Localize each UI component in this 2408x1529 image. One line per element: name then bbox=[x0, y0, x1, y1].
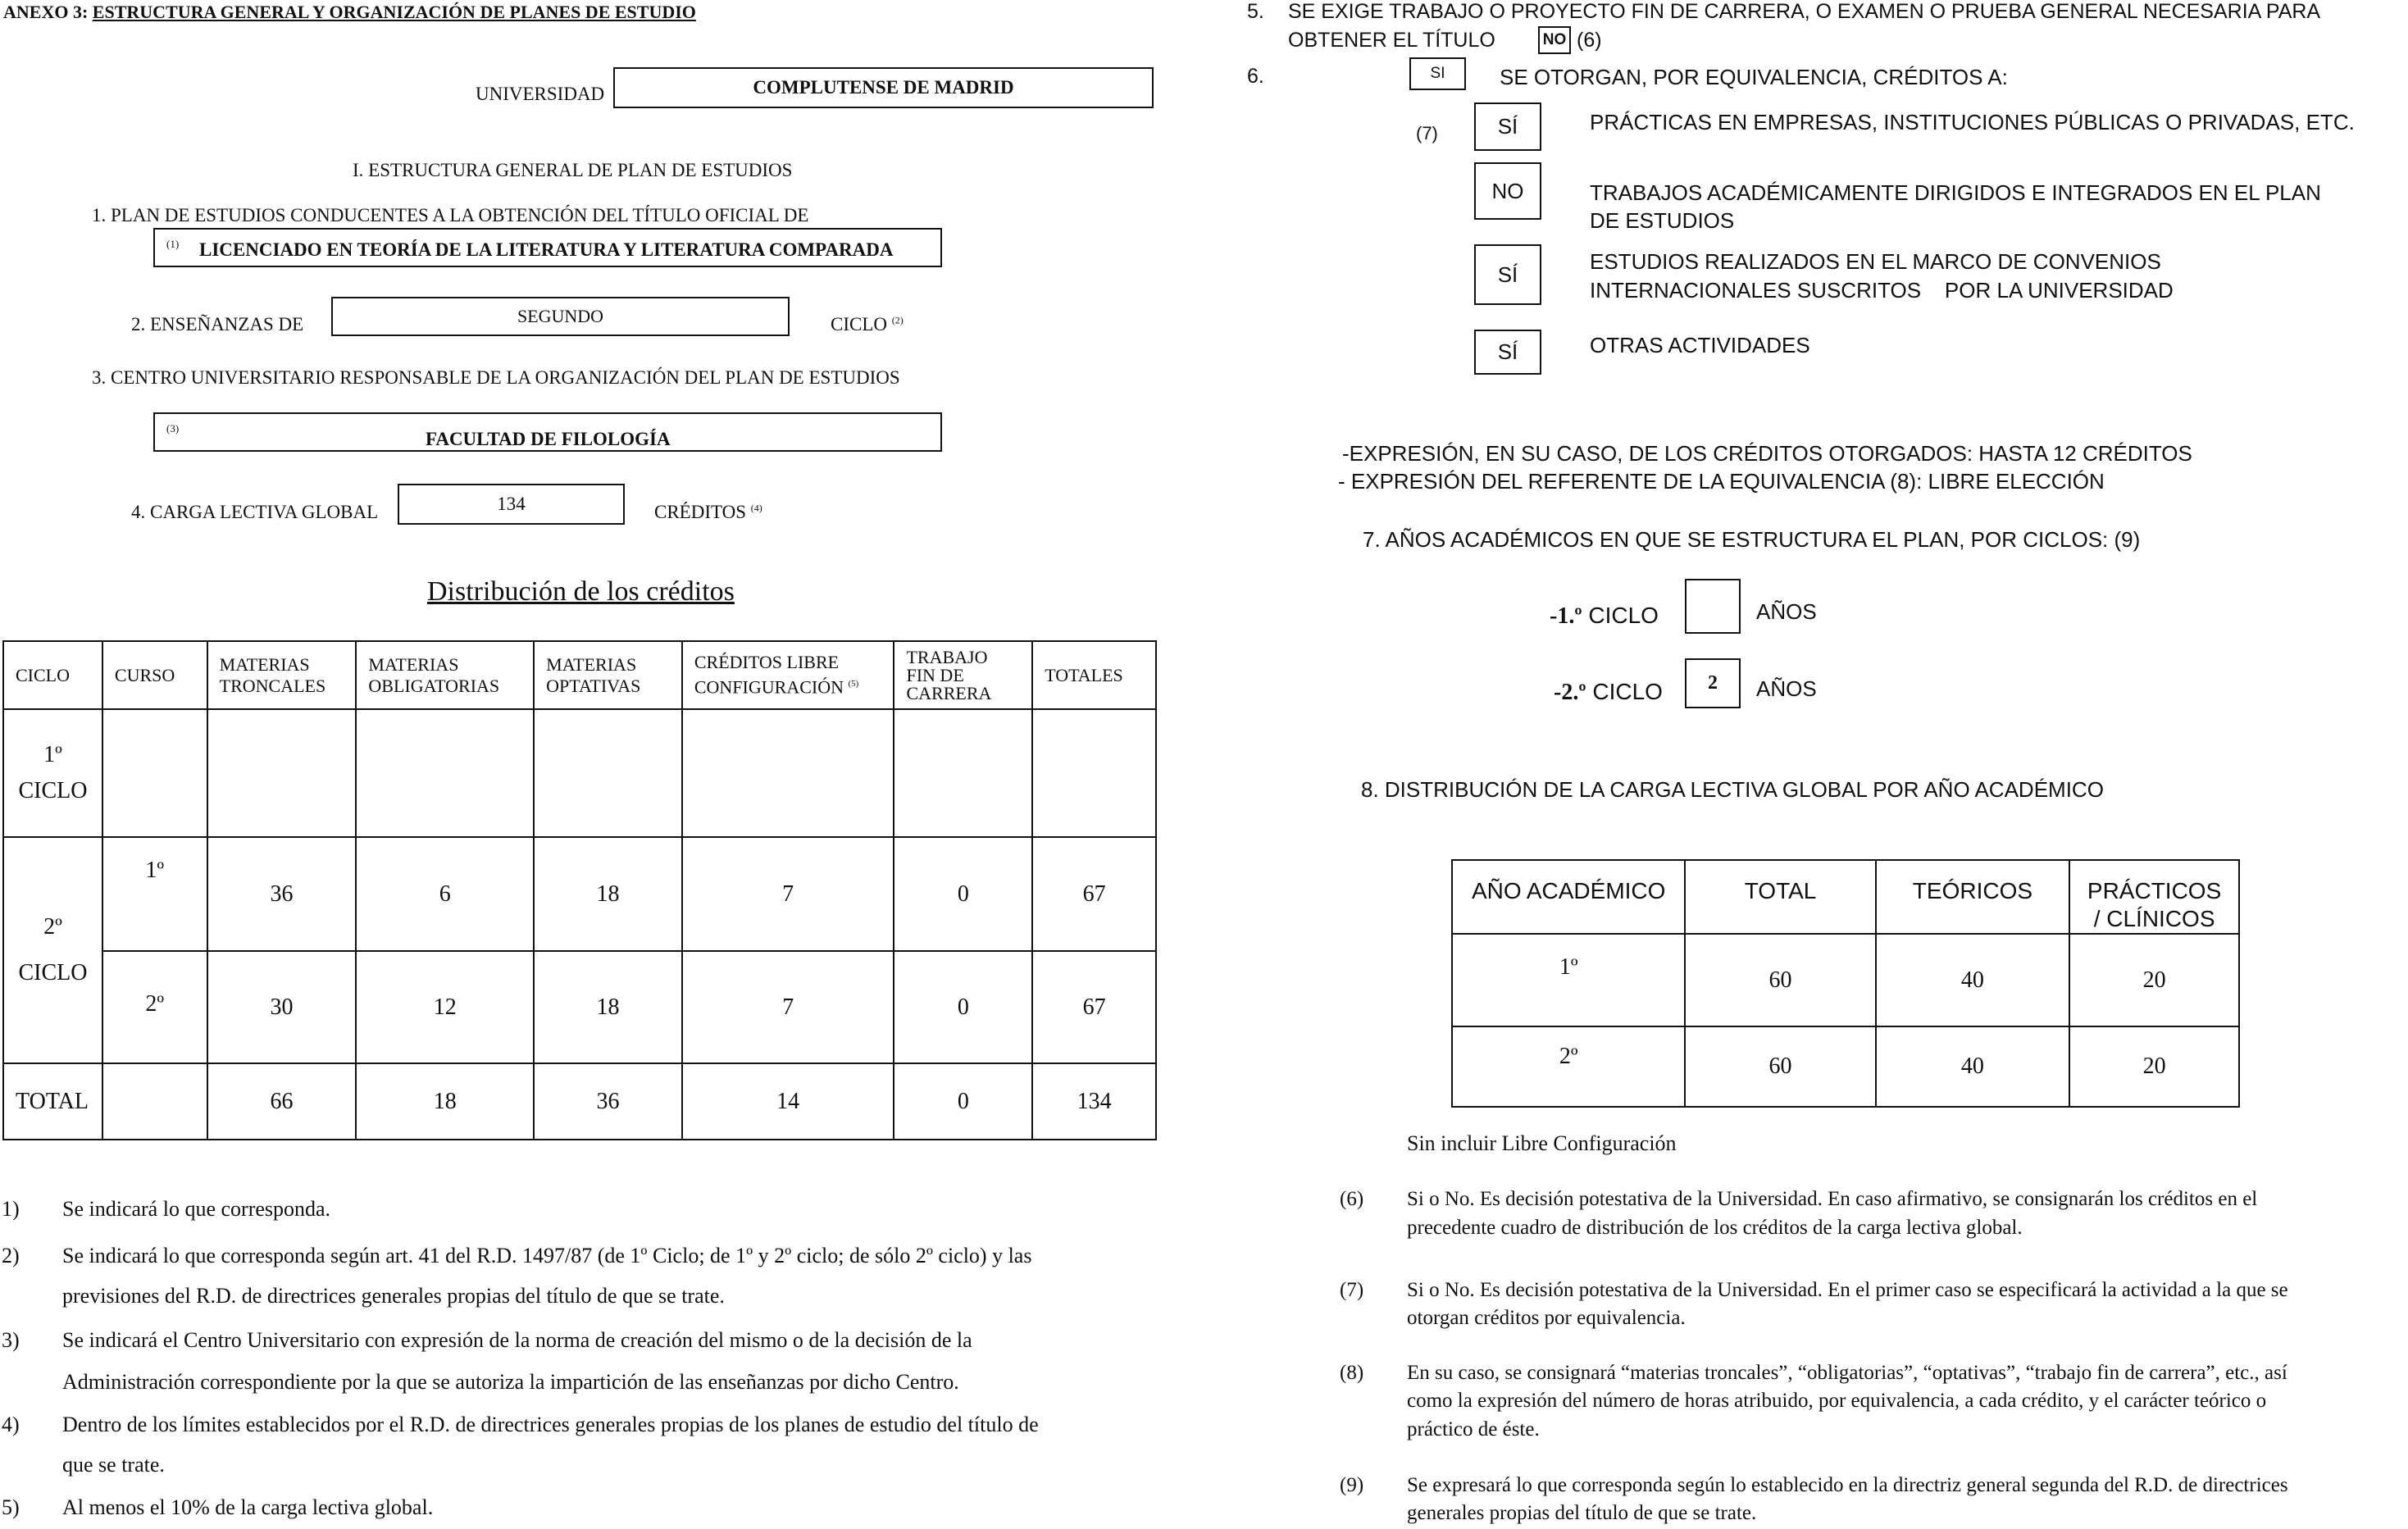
academic-table bbox=[1451, 859, 2240, 1108]
note-number: 5) bbox=[2, 1495, 20, 1519]
th-totales: TOTALES bbox=[1032, 641, 1156, 709]
equiv-text: ESTUDIOS REALIZADOS EN EL MARCO DE CONVENIOS bbox=[1590, 249, 2161, 274]
annex-title: ESTRUCTURA GENERAL Y ORGANIZACIÓN DE PLANES DE ESTUDIO bbox=[92, 2, 696, 22]
university-field bbox=[613, 67, 1154, 108]
item6-text: SE OTORGAN, POR EQUIVALENCIA, CRÉDITOS A: bbox=[1500, 65, 2008, 89]
note-text: generales propias del título de que se trate. bbox=[1407, 1502, 1757, 1524]
note-number: (8) bbox=[1340, 1362, 1364, 1384]
note-number: 3) bbox=[2, 1328, 20, 1352]
item1-label: 1. PLAN DE ESTUDIOS CONDUCENTES A LA OBTENCIÓN DEL TÍTULO OFICIAL DE bbox=[92, 205, 809, 225]
item6-box bbox=[1409, 57, 1466, 90]
equiv-text: DE ESTUDIOS bbox=[1590, 208, 1735, 233]
cycle2-suffix: AÑOS bbox=[1756, 676, 1817, 701]
note-text: Se indicará lo que corresponda. bbox=[62, 1197, 331, 1221]
item4-label: 4. CARGA LECTIVA GLOBAL bbox=[131, 502, 379, 522]
centro-field bbox=[153, 412, 942, 452]
item7-label: 7. AÑOS ACADÉMICOS EN QUE SE ESTRUCTURA EL PLAN, POR CICLOS: (9) bbox=[1363, 527, 2141, 552]
ciclo-word: CICLO bbox=[831, 314, 887, 334]
note-number: 1) bbox=[2, 1197, 20, 1221]
note-text: previsiones del R.D. de directrices generales propias del título de que se trate. bbox=[62, 1284, 725, 1308]
equiv-ref: (7) bbox=[1416, 123, 1438, 143]
credits-table bbox=[2, 640, 1157, 1140]
centro-ref: (3) bbox=[166, 422, 180, 435]
creditos-ref: (4) bbox=[750, 502, 762, 514]
cycle2-prefix: -2.º bbox=[1554, 680, 1586, 705]
th-teoricos: TEÓRICOS bbox=[1876, 860, 2070, 934]
item4-suffix bbox=[654, 502, 762, 523]
item3-label: 3. CENTRO UNIVERSITARIO RESPONSABLE DE LA ORGANIZACIÓN DEL PLAN DE ESTUDIOS bbox=[92, 367, 900, 388]
cycle1-label bbox=[1550, 603, 1659, 630]
th-troncales: MATERIAS TRONCALES bbox=[207, 641, 357, 709]
sin-incluir-note: Sin incluir Libre Configuración bbox=[1407, 1131, 1677, 1155]
equiv-box-otras: SÍ bbox=[1474, 330, 1541, 375]
cycle2-label bbox=[1554, 679, 1663, 706]
note-number: (7) bbox=[1340, 1279, 1364, 1301]
note-text: Al menos el 10% de la carga lectiva global. bbox=[62, 1495, 434, 1519]
item5-box-value: NO bbox=[1542, 31, 1567, 48]
note-number: 2) bbox=[2, 1244, 20, 1267]
ensenanzas-value: SEGUNDO bbox=[517, 306, 604, 326]
cycle2-years-value: 2 bbox=[1708, 672, 1718, 694]
cycle1-prefix: -1.º bbox=[1550, 603, 1582, 629]
cycle1-suffix: AÑOS bbox=[1756, 599, 1817, 624]
th-trabajo: TRABAJO FIN DE CARRERA bbox=[894, 641, 1032, 709]
item2-suffix bbox=[831, 314, 904, 335]
expr-creditos: -EXPRESIÓN, EN SU CASO, DE LOS CRÉDITOS OTORGADOS: HASTA 12 CRÉDITOS bbox=[1342, 441, 2192, 466]
item8-label: 8. DISTRIBUCIÓN DE LA CARGA LECTIVA GLOBAL POR AÑO ACADÉMICO bbox=[1361, 777, 2104, 802]
equiv-text: INTERNACIONALES SUSCRITOS POR LA UNIVERSIDAD bbox=[1590, 278, 2174, 303]
annex-heading bbox=[3, 2, 696, 23]
title-field bbox=[153, 228, 942, 267]
cycle1-word: CICLO bbox=[1588, 603, 1659, 628]
note-text: que se trate. bbox=[62, 1453, 165, 1477]
equiv-box-trabajos: NO bbox=[1474, 162, 1541, 220]
table-row: 2º 30 12 18 7 0 67 bbox=[3, 951, 1156, 1063]
table-row bbox=[3, 709, 1156, 837]
academic-header-row bbox=[1452, 860, 2239, 934]
cycle2-years-box bbox=[1685, 658, 1741, 708]
table-row: 2º CICLO 1º 36 6 18 7 0 67 bbox=[3, 837, 1156, 951]
expr-referente: - EXPRESIÓN DEL REFERENTE DE LA EQUIVALENCIA (8): LIBRE ELECCIÓN bbox=[1338, 469, 2105, 494]
note-text: otorgan créditos por equivalencia. bbox=[1407, 1307, 1686, 1329]
equiv-text: OTRAS ACTIVIDADES bbox=[1590, 333, 1810, 357]
note-text: práctico de éste. bbox=[1407, 1418, 1540, 1440]
table-row: 1º 60 40 20 bbox=[1452, 934, 2239, 1026]
note-text: como la expresión del número de horas atribuido, por equivalencia, a cada crédito, y el carácter teórico o bbox=[1407, 1390, 2267, 1412]
note-text: Si o No. Es decisión potestativa de la Universidad. En caso afirmativo, se consignarán los créditos en el bbox=[1407, 1188, 2258, 1210]
equiv-box-convenios: SÍ bbox=[1474, 244, 1541, 305]
item5-number: 5. bbox=[1247, 0, 1264, 23]
equiv-text: PRÁCTICAS EN EMPRESAS, INSTITUCIONES PÚBLICAS O PRIVADAS, ETC. bbox=[1590, 110, 2355, 134]
creditos-word: CRÉDITOS bbox=[654, 502, 747, 522]
item5-ref: (6) bbox=[1577, 29, 1602, 52]
item5-line1: SE EXIGE TRABAJO O PROYECTO FIN DE CARRERA, O EXAMEN O PRUEBA GENERAL NECESARIA PARA bbox=[1288, 0, 2321, 23]
table-total-row: TOTAL 66 18 36 14 0 134 bbox=[3, 1063, 1156, 1140]
item5-line2: OBTENER EL TÍTULO bbox=[1288, 29, 1495, 52]
equiv-box-practicas: SÍ bbox=[1474, 102, 1541, 151]
item6-number: 6. bbox=[1247, 65, 1264, 88]
note-text: Si o No. Es decisión potestativa de la Universidad. En el primer caso se especificará la actividad a la que se bbox=[1407, 1279, 2288, 1301]
item5-box bbox=[1538, 26, 1571, 54]
item2-label: 2. ENSEÑANZAS DE bbox=[131, 314, 304, 334]
university-label: UNIVERSIDAD bbox=[476, 84, 605, 104]
table-row: 2º 60 40 20 bbox=[1452, 1026, 2239, 1107]
centro-value: FACULTAD DE FILOLOGÍA bbox=[426, 429, 671, 449]
ciclo-ref: (2) bbox=[891, 314, 904, 326]
title-ref: (1) bbox=[166, 238, 180, 250]
note-number: (6) bbox=[1340, 1188, 1364, 1210]
university-value: COMPLUTENSE DE MADRID bbox=[753, 77, 1014, 98]
note-text: Se indicará el Centro Universitario con expresión de la norma de creación del mismo o de la decisión de la bbox=[62, 1328, 972, 1352]
section-heading: I. ESTRUCTURA GENERAL DE PLAN DE ESTUDIOS bbox=[353, 160, 793, 180]
note-text: Dentro de los límites establecidos por el R.D. de directrices generales propias de los planes de estudio del título de bbox=[62, 1413, 1039, 1436]
annex-prefix: ANEXO 3: bbox=[3, 2, 89, 22]
title-value: LICENCIADO EN TEORÍA DE LA LITERATURA Y LITERATURA COMPARADA bbox=[199, 239, 894, 260]
distribution-title: Distribución de los créditos bbox=[427, 576, 735, 607]
th-curso: CURSO bbox=[102, 641, 207, 709]
item6-box-value: SI bbox=[1430, 65, 1445, 82]
note-text: Administración correspondiente por la que se autoriza la impartición de las enseñanzas por dicho Centro. bbox=[62, 1370, 959, 1394]
th-optativas: MATERIAS OPTATIVAS bbox=[534, 641, 682, 709]
th-obligatorias: MATERIAS OBLIGATORIAS bbox=[356, 641, 534, 709]
cycle2-word: CICLO bbox=[1592, 679, 1663, 704]
note-text: En su caso, se consignará “materias troncales”, “obligatorias”, “optativas”, “trabajo fin de carrera”, etc., así bbox=[1407, 1362, 2287, 1384]
cycle1-cell: 1º CICLO bbox=[3, 709, 102, 837]
ensenanzas-field bbox=[331, 297, 790, 336]
th-libre: CRÉDITOS LIBRE CONFIGURACIÓN $^{(5)}$ bbox=[682, 641, 894, 709]
credits-header-row bbox=[3, 641, 1156, 709]
note-text: Se indicará lo que corresponda según art. 41 del R.D. 1497/87 (de 1º Ciclo; de 1º y 2º ciclo; de sólo 2º ciclo) y las bbox=[62, 1244, 1032, 1267]
equiv-text: TRABAJOS ACADÉMICAMENTE DIRIGIDOS E INTEGRADOS EN EL PLAN bbox=[1590, 180, 2321, 205]
th-practicos: PRÁCTICOS / CLÍNICOS bbox=[2069, 860, 2239, 934]
th-year: AÑO ACADÉMICO bbox=[1452, 860, 1685, 934]
th-ciclo: CICLO bbox=[3, 641, 102, 709]
note-text: Se expresará lo que corresponda según lo establecido en la directriz general segunda del R.D. de directrices bbox=[1407, 1474, 2288, 1496]
cycle2-cell: 2º CICLO bbox=[3, 837, 102, 1063]
note-number: (9) bbox=[1340, 1474, 1364, 1496]
carga-value: 134 bbox=[497, 494, 526, 514]
note-text: precedente cuadro de distribución de los créditos de la carga lectiva global. bbox=[1407, 1217, 2023, 1239]
cycle1-years-box bbox=[1685, 579, 1741, 634]
th-total: TOTAL bbox=[1685, 860, 1875, 934]
carga-field bbox=[398, 484, 625, 525]
note-number: 4) bbox=[2, 1413, 20, 1436]
